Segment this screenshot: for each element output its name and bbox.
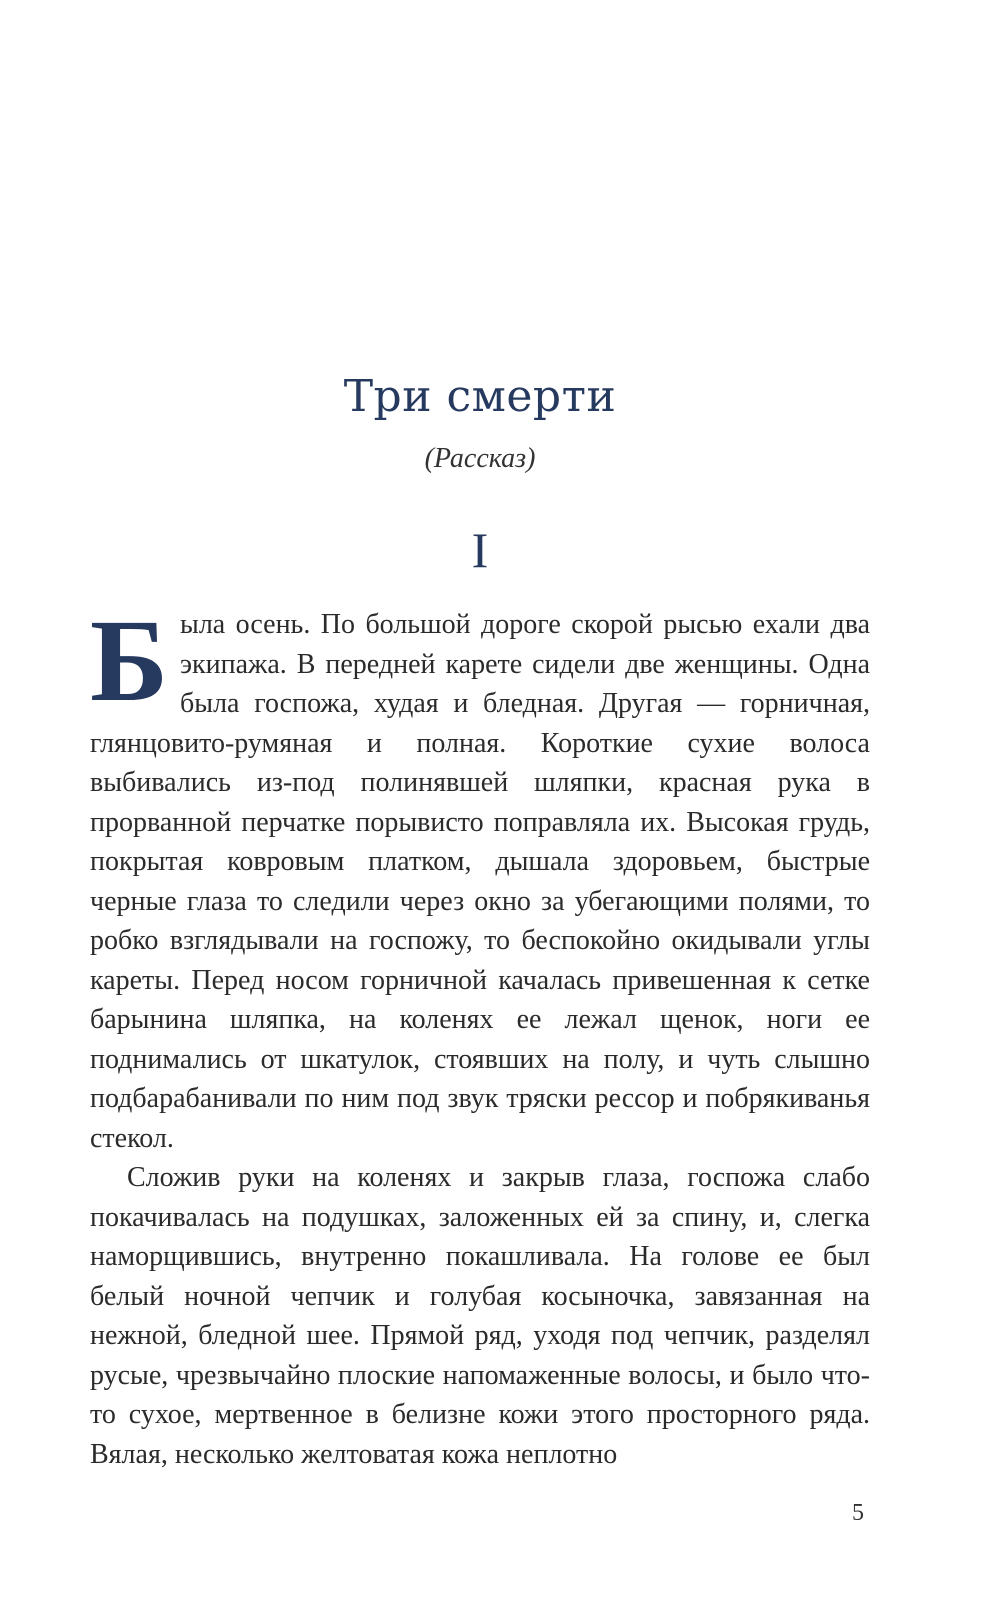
paragraph-2: Сложив руки на коленях и закрыв глаза, госпожа слабо покачивалась на подушках, заложенных ей за спину, и, слегка наморщившись, внутренно покашливала. На голове ее был белый ночной чепчик и голубая косыночка, завязанная на нежной, бледной шее. Прямой ряд, уходя под чепчик, разделял русые, чрезвычайно плоские напомаженные волосы, и было что-то сухое, мертвенное в белизне кожи этого просторного ряда. Вялая, несколько желтоватая кожа неплотно: [90, 1162, 870, 1470]
drop-cap: Б: [90, 595, 169, 726]
story-title: Три смерти: [343, 371, 617, 422]
paragraph-1-text: ыла осень. По большой дороге скорой рысью ехали два экипажа. В передней карете сидели две женщины. Одна была госпожа, худая и бледная. Другая — горничная, глянцовито-румяная и полная. Короткие сухие волоса выбивались из-под полинявшей шляпки, красная рука в прорванной перчатке порывисто поправляла их. Высокая грудь, покрытая ковровым платком, дышала здоровьем, быстрые черные глаза то следили через окно за убегающими полями, то робко взглядывали на госпожу, то беспокойно окидывали углы кареты. Перед носом горничной качалась привешенная к сетке барынина шляпка, на коленях ее лежал щенок, ноги ее поднимались от шкатулок, стоявших на полу, и чуть слышно подбарабанивали по ним под звук тряски рессор и побрякиванья стекол.: [90, 609, 870, 1154]
body-text: [90, 595, 870, 1474]
page-number: 5: [852, 1500, 864, 1526]
story-subtitle: (Рассказ): [424, 443, 536, 474]
chapter-number: I: [471, 522, 489, 578]
paragraph-1: [90, 595, 870, 1158]
